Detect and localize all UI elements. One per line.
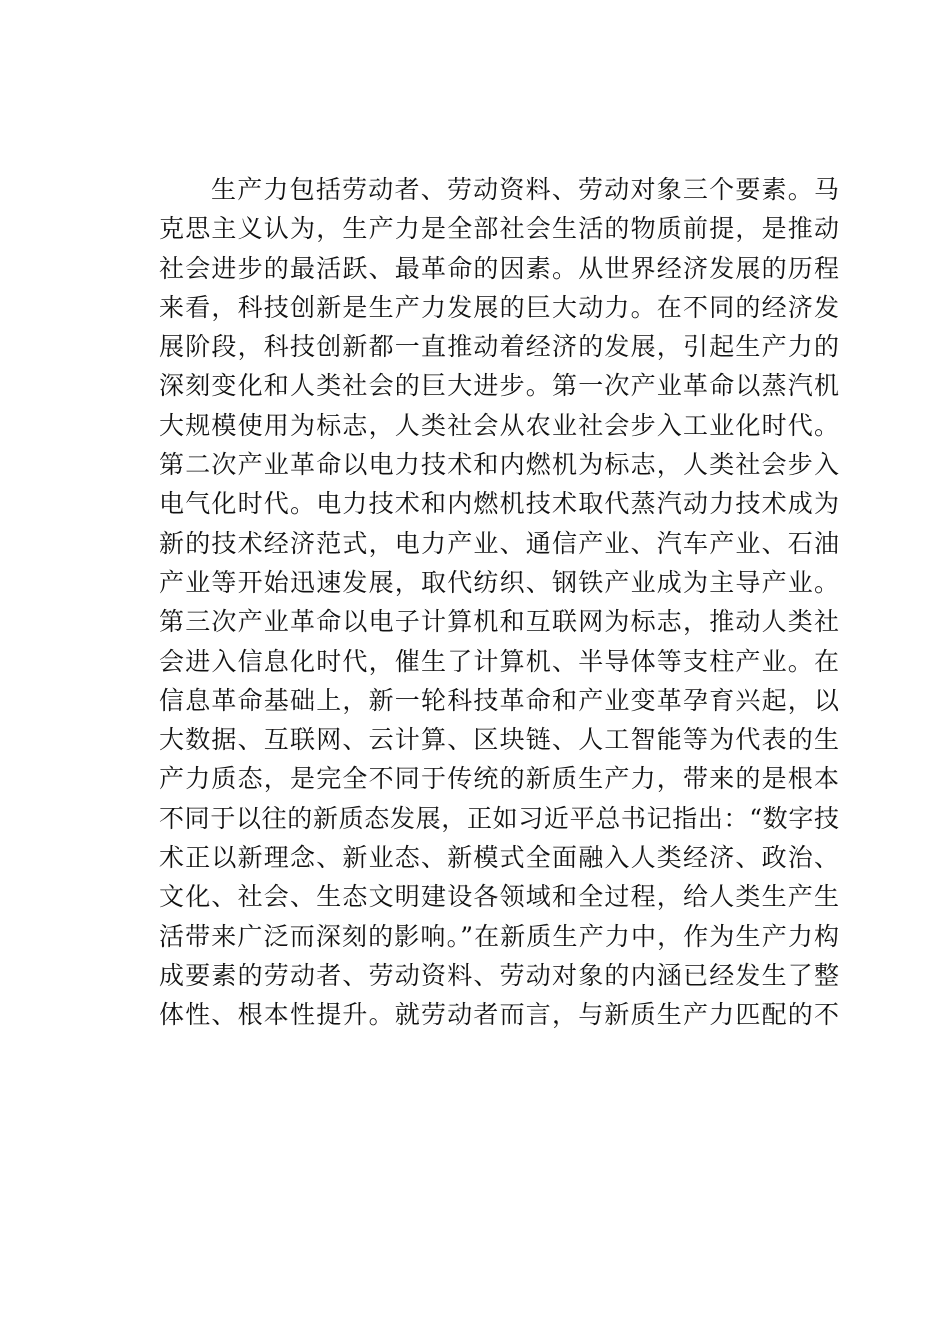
paragraph-line: 第二次产业革命以电力技术和内燃机为标志，人类社会步入 xyxy=(159,450,839,480)
paragraph-line: 克思主义认为，生产力是全部社会生活的物质前提，是推动 xyxy=(159,214,839,244)
paragraph-line: 第三次产业革命以电子计算机和互联网为标志，推动人类社 xyxy=(159,607,839,637)
paragraph-line: 体性、根本性提升。就劳动者而言，与新质生产力匹配的不 xyxy=(159,1000,839,1030)
paragraph-line: 新的技术经济范式，电力产业、通信产业、汽车产业、石油 xyxy=(159,528,839,558)
paragraph-line: 生产力包括劳动者、劳动资料、劳动对象三个要素。马 xyxy=(211,175,839,204)
body-paragraph xyxy=(159,170,839,1035)
paragraph-line: 术正以新理念、新业态、新模式全面融入人类经济、政治、 xyxy=(159,843,839,873)
paragraph-line: 大规模使用为标志，人类社会从农业社会步入工业化时代。 xyxy=(159,410,839,440)
paragraph-line: 成要素的劳动者、劳动资料、劳动对象的内涵已经发生了整 xyxy=(159,960,839,990)
paragraph-line: 社会进步的最活跃、最革命的因素。从世界经济发展的历程 xyxy=(159,253,839,283)
paragraph-line: 深刻变化和人类社会的巨大进步。第一次产业革命以蒸汽机 xyxy=(159,371,839,401)
paragraph-line: 产力质态，是完全不同于传统的新质生产力，带来的是根本 xyxy=(159,764,839,794)
paragraph-line: 活带来广泛而深刻的影响。”在新质生产力中，作为生产力构 xyxy=(159,921,839,951)
paragraph-line: 大数据、互联网、云计算、区块链、人工智能等为代表的生 xyxy=(159,725,839,755)
paragraph-line: 电气化时代。电力技术和内燃机技术取代蒸汽动力技术成为 xyxy=(159,489,839,519)
paragraph-line: 产业等开始迅速发展，取代纺织、钢铁产业成为主导产业。 xyxy=(159,567,839,597)
paragraph-line: 展阶段，科技创新都一直推动着经济的发展，引起生产力的 xyxy=(159,332,839,362)
paragraph-line: 会进入信息化时代，催生了计算机、半导体等支柱产业。在 xyxy=(159,646,839,676)
paragraph-line: 来看，科技创新是生产力发展的巨大动力。在不同的经济发 xyxy=(159,292,839,322)
paragraph-line: 文化、社会、生态文明建设各领域和全过程，给人类生产生 xyxy=(159,882,839,912)
paragraph-line: 信息革命基础上，新一轮科技革命和产业变革孕育兴起，以 xyxy=(159,685,839,715)
paragraph-line: 不同于以往的新质态发展，正如习近平总书记指出：“数字技 xyxy=(159,803,839,833)
